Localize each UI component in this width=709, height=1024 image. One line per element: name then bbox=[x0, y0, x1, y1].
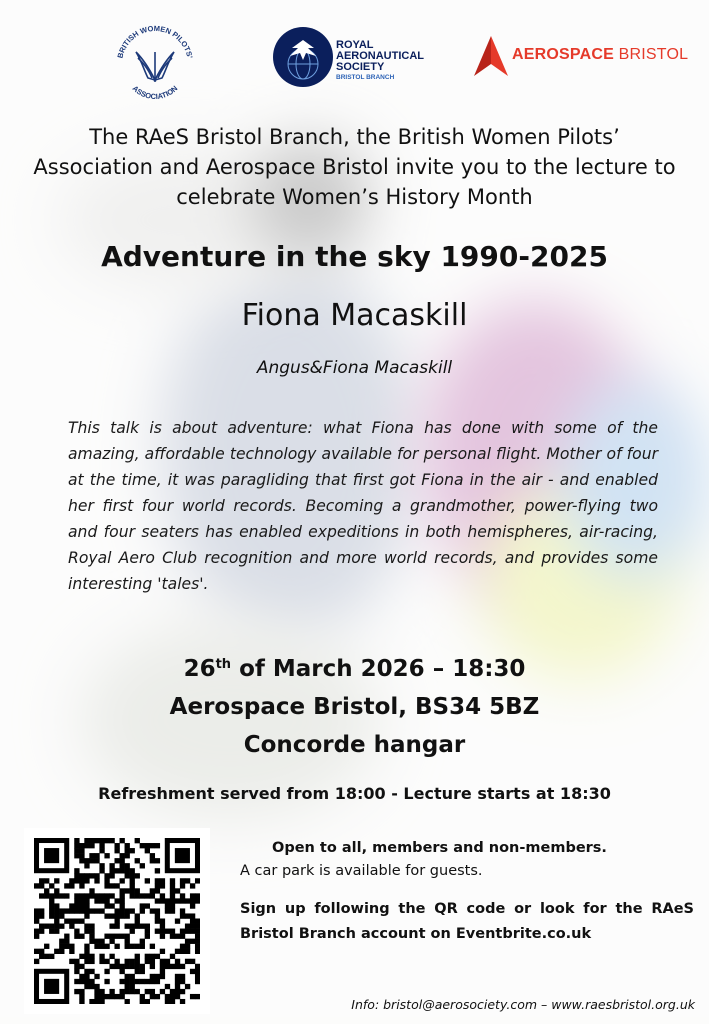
qr-code[interactable] bbox=[24, 828, 210, 1014]
ab-word1: AEROSPACE bbox=[512, 46, 614, 63]
raes-line3: SOCIETY bbox=[336, 61, 385, 73]
logo-strip bbox=[0, 20, 709, 100]
intro-text: The RAeS Bristol Branch, the British Women Pilots’ Association and Aerospace Bristol invite you to the lecture to celebrate Women’s History Month bbox=[33, 125, 676, 209]
svg-text:BRITISH WOMEN PILOTS': BRITISH WOMEN PILOTS' bbox=[115, 23, 195, 60]
abstract-text: This talk is about adventure: what Fiona has done with some of the amazing, affordable technology available for personal flight. Mother of four at the time, it was paragliding that first got Fiona in the air - and enabled her first four world records. Becoming a grandmother, power-flying two and four seaters has enabled expeditions in both hemispheres, air-racing, Royal Aero Club recognition and more world records, and provides some interesting 'tales'. bbox=[68, 419, 658, 593]
event-details bbox=[0, 650, 709, 764]
contact-info: Info: bristol@aerosociety.com – www.raesbristol.org.uk bbox=[351, 997, 695, 1012]
lecture-title: Adventure in the sky 1990-2025 bbox=[101, 240, 608, 273]
ab-word2: BRISTOL bbox=[618, 46, 689, 63]
speaker-name: Fiona Macaskill bbox=[241, 298, 468, 333]
paper-plane-icon bbox=[474, 36, 508, 76]
raes-logo bbox=[272, 24, 452, 96]
signup-instructions: Sign up following the QR code or look for the RAeS Bristol Branch account on Eventbrite.co.uk bbox=[240, 901, 694, 942]
aerospace-bristol-logo bbox=[472, 34, 702, 80]
wings-icon bbox=[136, 52, 174, 82]
event-date: 26th of March 2026 – 18:30 bbox=[183, 656, 526, 682]
raes-line2: AERONAUTICAL bbox=[336, 50, 424, 62]
photo-credit: Angus&Fiona Macaskill bbox=[256, 358, 453, 378]
open-to-all: Open to all, members and non-members. bbox=[272, 840, 607, 856]
car-park-note: A car park is available for guests. bbox=[240, 863, 483, 879]
event-venue: Aerospace Bristol, BS34 5BZ bbox=[169, 694, 540, 720]
svg-text:ASSOCIATION: ASSOCIATION bbox=[130, 83, 180, 102]
refreshment-times: Refreshment served from 18:00 - Lecture starts at 18:30 bbox=[98, 784, 611, 803]
bwpa-logo bbox=[110, 22, 200, 102]
raes-line1: ROYAL bbox=[336, 39, 374, 51]
raes-branch: BRISTOL BRANCH bbox=[336, 74, 395, 81]
event-location: Concorde hangar bbox=[243, 732, 466, 758]
